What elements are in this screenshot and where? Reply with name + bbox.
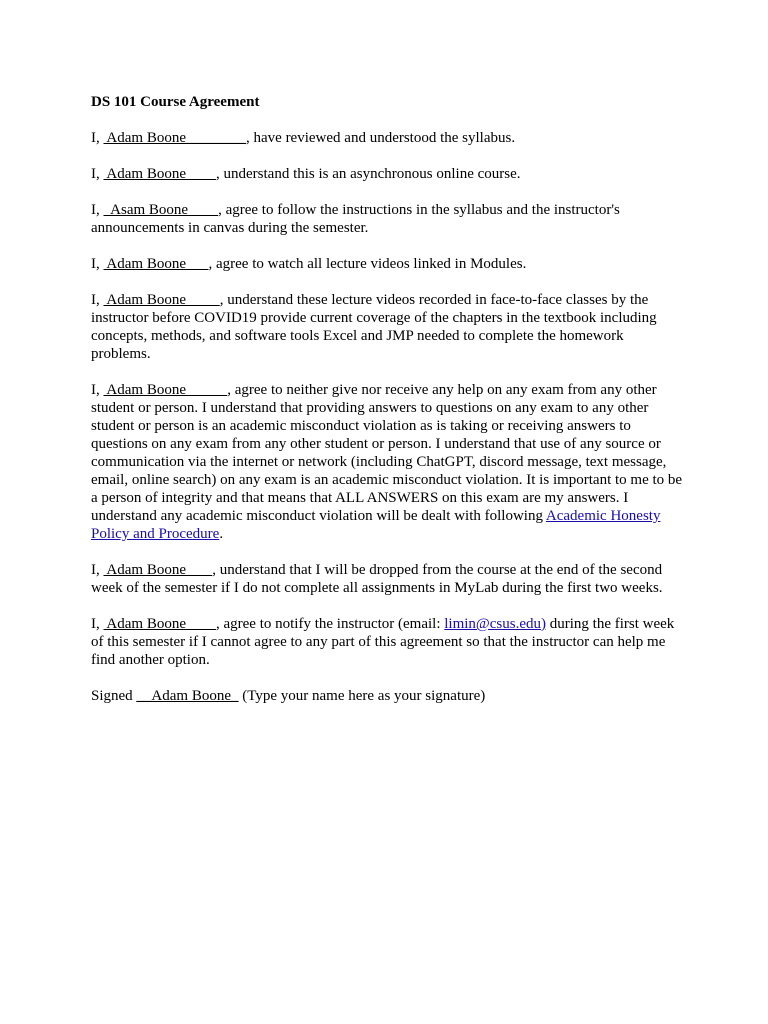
agreement-paragraph-notify <box>91 615 683 669</box>
paragraph-prefix: I, <box>91 616 104 632</box>
document-page <box>91 93 683 723</box>
name-fill-field[interactable]: Adam Boone <box>103 166 216 182</box>
agreement-paragraph-lectures <box>91 291 683 363</box>
name-fill-field[interactable]: Adam Boone <box>103 382 228 398</box>
agreement-paragraph-videos <box>91 255 683 273</box>
paragraph-text: , have reviewed and understood the syllabus. <box>246 130 516 146</box>
paragraph-text: , understand this is an asynchronous online course. <box>216 166 521 182</box>
signature-fill-field[interactable]: __Adam Boone_ <box>136 688 239 704</box>
agreement-paragraph-drop <box>91 561 683 597</box>
paragraph-prefix: I, <box>91 562 104 578</box>
agreement-paragraph-syllabus <box>91 129 683 147</box>
paragraph-text: , agree to follow the instructions in the syllabus and the instructor's announcements in canvas during the semester. <box>91 202 620 236</box>
academic-honesty-link[interactable]: Academic Honesty Policy and Procedure <box>91 508 661 542</box>
paragraph-prefix: I, <box>91 166 104 182</box>
document-title: DS 101 Course Agreement <box>91 94 260 110</box>
instructor-email-link[interactable]: limin@csus.edu) <box>444 616 546 632</box>
name-fill-field[interactable]: Adam Boone <box>103 256 209 272</box>
paragraph-prefix: I, <box>91 130 104 146</box>
signature-note: (Type your name here as your signature) <box>238 688 486 704</box>
paragraph-suffix: . <box>219 526 224 542</box>
paragraph-text: , understand that I will be dropped from the course at the end of the second week of the semester if I do not complete all assignments in MyLab during the first two weeks. <box>91 562 663 596</box>
name-fill-field[interactable]: Adam Boone <box>103 292 220 308</box>
paragraph-text: , agree to neither give nor receive any help on any exam from any other student or person. I understand that providing answers to questions on any exam to any other student or person is an academic misconduct violation as is taking or receiving answers to questions on any exam from any other student or person. I understand that use of any source or communication via the internet or network (including ChatGPT, discord message, text message, email, online search) on any exam is an academic misconduct violation. It is important to me to be a person of integrity and that means that ALL ANSWERS on this exam are my answers. I understand any academic misconduct violation will be dealt with following <box>91 382 683 524</box>
signature-label: Signed <box>91 688 137 704</box>
name-fill-field[interactable]: Adam Boone <box>103 562 213 578</box>
name-fill-field[interactable]: Adam Boone________ <box>103 130 246 146</box>
paragraph-text: , agree to notify the instructor (email: <box>216 616 445 632</box>
agreement-paragraph-integrity <box>91 381 683 543</box>
paragraph-suffix: during the first week of this semester if I cannot agree to any part of this agreement so that the instructor can help me find another option. <box>91 616 675 668</box>
signature-line <box>91 687 683 705</box>
paragraph-text: , agree to watch all lecture videos linked in Modules. <box>208 256 527 272</box>
name-fill-field[interactable]: Asam Boone <box>103 202 219 218</box>
name-fill-field[interactable]: Adam Boone <box>103 616 216 632</box>
paragraph-prefix: I, <box>91 292 104 308</box>
paragraph-text: , understand these lecture videos recorded in face-to-face classes by the instructor before COVID19 provide current coverage of the chapters in the textbook including concepts, methods, and software tools Excel and JMP needed to complete the homework problems. <box>91 292 657 362</box>
paragraph-prefix: I, <box>91 382 104 398</box>
paragraph-prefix: I, <box>91 256 104 272</box>
paragraph-prefix: I, <box>91 202 104 218</box>
agreement-paragraph-async <box>91 165 683 183</box>
agreement-paragraph-instructions <box>91 201 683 237</box>
